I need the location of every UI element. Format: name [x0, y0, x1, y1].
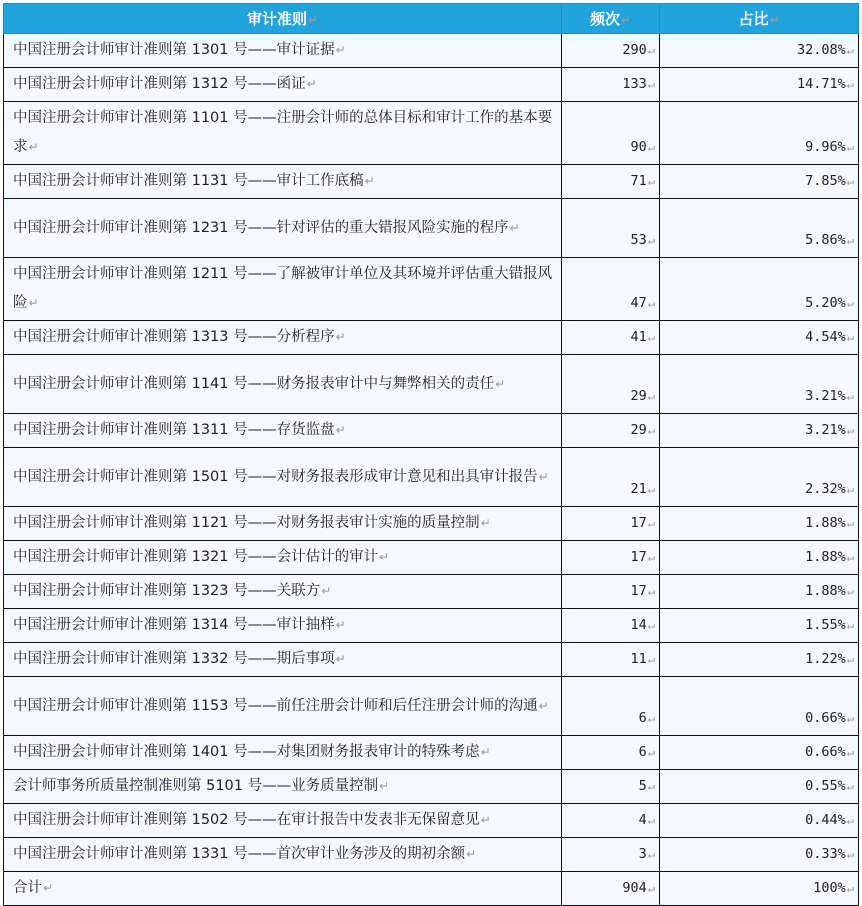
standard-cell: 中国注册会计师审计准则第 1141 号——财务报表审计中与舞弊相关的责任↵ [4, 355, 562, 414]
count-cell: 17↵ [562, 541, 660, 575]
count-cell: 29↵ [562, 414, 660, 448]
header-standard: 审计准则↵ [4, 4, 562, 34]
ratio-cell: 0.33%↵ [660, 838, 859, 872]
standard-cell: 中国注册会计师审计准则第 1502 号——在审计报告中发表非无保留意见↵ [4, 804, 562, 838]
ratio-cell: 5.20%↵ [660, 258, 859, 321]
ratio-cell: 2.32%↵ [660, 448, 859, 507]
ratio-cell: 0.66%↵ [660, 736, 859, 770]
table-row [4, 643, 859, 677]
standard-cell: 中国注册会计师审计准则第 1321 号——会计估计的审计↵ [4, 541, 562, 575]
count-cell: 4↵ [562, 804, 660, 838]
count-cell: 133↵ [562, 68, 660, 102]
standard-cell: 中国注册会计师审计准则第 1331 号——首次审计业务涉及的期初余额↵ [4, 838, 562, 872]
ratio-cell: 32.08%↵ [660, 34, 859, 68]
audit-standards-table [3, 3, 859, 906]
standard-cell: 中国注册会计师审计准则第 1211 号——了解被审计单位及其环境并评估重大错报风险↵ [4, 258, 562, 321]
standard-cell: 中国注册会计师审计准则第 1153 号——前任注册会计师和后任注册会计师的沟通↵ [4, 677, 562, 736]
ratio-cell: 1.88%↵ [660, 541, 859, 575]
count-cell: 53↵ [562, 199, 660, 258]
standard-cell: 中国注册会计师审计准则第 1332 号——期后事项↵ [4, 643, 562, 677]
count-cell: 6↵ [562, 677, 660, 736]
table-row [4, 34, 859, 68]
table-row [4, 414, 859, 448]
total-label-cell: 合计↵ [4, 872, 562, 906]
count-cell: 90↵ [562, 102, 660, 165]
ratio-cell: 9.96%↵ [660, 102, 859, 165]
standard-cell: 会计师事务所质量控制准则第 5101 号——业务质量控制↵ [4, 770, 562, 804]
total-row [4, 872, 859, 906]
ratio-cell: 1.88%↵ [660, 507, 859, 541]
table-row [4, 609, 859, 643]
table-row [4, 199, 859, 258]
count-cell: 290↵ [562, 34, 660, 68]
table-row [4, 677, 859, 736]
ratio-cell: 3.21%↵ [660, 355, 859, 414]
ratio-cell: 0.55%↵ [660, 770, 859, 804]
table-row [4, 770, 859, 804]
header-count: 频次↵ [562, 4, 660, 34]
table-row [4, 68, 859, 102]
count-cell: 3↵ [562, 838, 660, 872]
table-row [4, 804, 859, 838]
ratio-cell: 1.88%↵ [660, 575, 859, 609]
total-ratio-cell: 100%↵ [660, 872, 859, 906]
standard-cell: 中国注册会计师审计准则第 1301 号——审计证据↵ [4, 34, 562, 68]
ratio-cell: 7.85%↵ [660, 165, 859, 199]
standard-cell: 中国注册会计师审计准则第 1313 号——分析程序↵ [4, 321, 562, 355]
ratio-cell: 4.54%↵ [660, 321, 859, 355]
count-cell: 17↵ [562, 575, 660, 609]
table-row [4, 541, 859, 575]
count-cell: 5↵ [562, 770, 660, 804]
table-row [4, 355, 859, 414]
table-row [4, 321, 859, 355]
count-cell: 29↵ [562, 355, 660, 414]
table-row [4, 507, 859, 541]
count-cell: 14↵ [562, 609, 660, 643]
standard-cell: 中国注册会计师审计准则第 1401 号——对集团财务报表审计的特殊考虑↵ [4, 736, 562, 770]
header-ratio: 占比↵ [660, 4, 859, 34]
count-cell: 41↵ [562, 321, 660, 355]
count-cell: 47↵ [562, 258, 660, 321]
table-header-row [4, 4, 859, 34]
ratio-cell: 1.55%↵ [660, 609, 859, 643]
table-row [4, 448, 859, 507]
standard-cell: 中国注册会计师审计准则第 1312 号——函证↵ [4, 68, 562, 102]
standard-cell: 中国注册会计师审计准则第 1501 号——对财务报表形成审计意见和出具审计报告↵ [4, 448, 562, 507]
standard-cell: 中国注册会计师审计准则第 1314 号——审计抽样↵ [4, 609, 562, 643]
ratio-cell: 14.71%↵ [660, 68, 859, 102]
standard-cell: 中国注册会计师审计准则第 1101 号——注册会计师的总体目标和审计工作的基本要求↵ [4, 102, 562, 165]
standard-cell: 中国注册会计师审计准则第 1121 号——对财务报表审计实施的质量控制↵ [4, 507, 562, 541]
total-count-cell: 904↵ [562, 872, 660, 906]
count-cell: 71↵ [562, 165, 660, 199]
table-row [4, 258, 859, 321]
count-cell: 21↵ [562, 448, 660, 507]
table-row [4, 736, 859, 770]
table-row [4, 575, 859, 609]
standard-cell: 中国注册会计师审计准则第 1231 号——针对评估的重大错报风险实施的程序↵ [4, 199, 562, 258]
standard-cell: 中国注册会计师审计准则第 1131 号——审计工作底稿↵ [4, 165, 562, 199]
ratio-cell: 3.21%↵ [660, 414, 859, 448]
standard-cell: 中国注册会计师审计准则第 1323 号——关联方↵ [4, 575, 562, 609]
standard-cell: 中国注册会计师审计准则第 1311 号——存货监盘↵ [4, 414, 562, 448]
count-cell: 6↵ [562, 736, 660, 770]
table-row [4, 165, 859, 199]
table-row [4, 102, 859, 165]
count-cell: 11↵ [562, 643, 660, 677]
ratio-cell: 0.44%↵ [660, 804, 859, 838]
count-cell: 17↵ [562, 507, 660, 541]
ratio-cell: 5.86%↵ [660, 199, 859, 258]
ratio-cell: 0.66%↵ [660, 677, 859, 736]
ratio-cell: 1.22%↵ [660, 643, 859, 677]
